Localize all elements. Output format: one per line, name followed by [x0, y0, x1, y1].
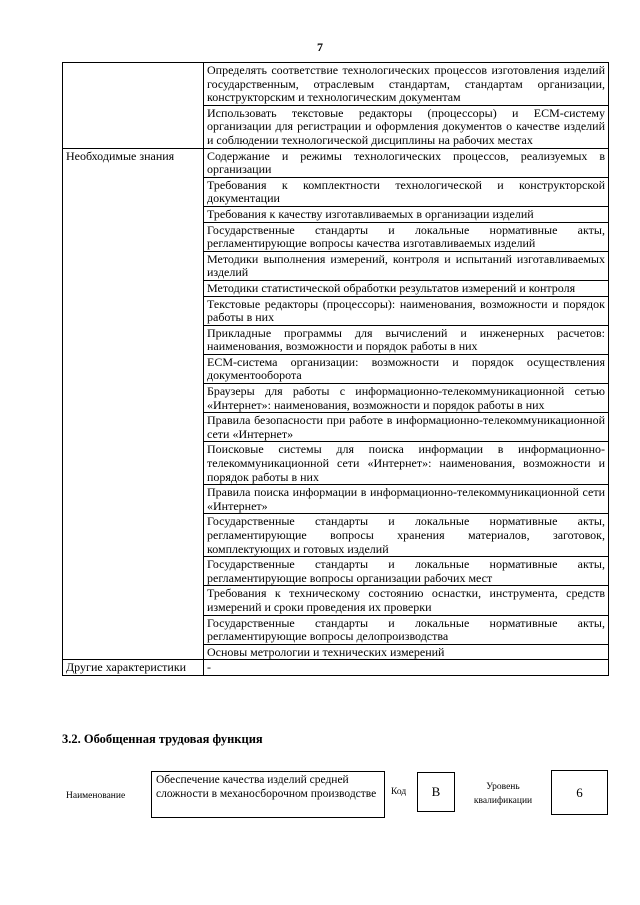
table-cell-right: Текстовые редакторы (процессоры): наименования, возможности и порядок работы в них — [204, 296, 609, 325]
page-number: 7 — [317, 40, 323, 54]
table-cell-right: Правила поиска информации в информационно-телекоммуникационной сети «Интернет» — [204, 485, 609, 514]
table-row — [63, 660, 609, 676]
table-cell-right: Методики выполнения измерений, контроля и испытаний изготавливаемых изделий — [204, 251, 609, 280]
table-row — [63, 148, 609, 177]
table-cell-right: Браузеры для работы с информационно-телекоммуникационной сетью «Интернет»: наименования, возможности и порядок работы в них — [204, 384, 609, 413]
table-cell-right: Требования к техническому состоянию оснастки, инструмента, средств измерений и сроки проведения их проверки — [204, 586, 609, 615]
qualification-level-label: Уровень квалификации — [473, 782, 533, 806]
table-cell-right: Требования к качеству изготавливаемых в организации изделий — [204, 206, 609, 222]
table-cell-right: Государственные стандарты и локальные нормативные акты, регламентирующие вопросы организации рабочих мест — [204, 557, 609, 586]
table-cell-right: Определять соответствие технологических процессов изготовления изделий государственным, отраслевым стандартам, стандартам организации, конструкторским и технологическим документам — [204, 63, 609, 106]
table-cell-right: Государственные стандарты и локальные нормативные акты, регламентирующие вопросы делопроизводства — [204, 615, 609, 644]
table-cell-right: Прикладные программы для вычислений и инженерных расчетов: наименования, возможности и порядок работы в них — [204, 325, 609, 354]
table-cell-right: - — [204, 660, 609, 676]
table-cell-left: Другие характеристики — [63, 660, 204, 676]
knowledge-table — [62, 62, 609, 676]
qualification-level-box: 6 — [551, 770, 608, 815]
table-cell-right: Поисковые системы для поиска информации в информационно-телекоммуникационной сети «Интернет»: наименования, возможности и порядок работы в них — [204, 442, 609, 485]
table-cell-right: Методики статистической обработки результатов измерений и контроля — [204, 280, 609, 296]
table-cell-right: Содержание и режимы технологических процессов, реализуемых в организации — [204, 148, 609, 177]
table-cell-left — [63, 63, 204, 149]
code-value-box: B — [417, 772, 455, 812]
table-cell-right: Основы метрологии и технических измерений — [204, 644, 609, 660]
name-label: Наименование — [66, 791, 126, 801]
table-cell-right: ЕСМ-система организации: возможности и порядок осуществления документооборота — [204, 354, 609, 383]
name-value-box: Обеспечение качества изделий средней сложности в механосборочном производстве — [151, 771, 385, 818]
table-cell-left: Необходимые знания — [63, 148, 204, 660]
table-row — [63, 63, 609, 106]
table-cell-right: Использовать текстовые редакторы (процессоры) и ЕСМ-систему организации для регистрации и оформления документов о качестве изделий и соблюдении технологической дисциплины на рабочих местах — [204, 105, 609, 148]
table-cell-right: Требования к комплектности технологической и конструкторской документации — [204, 177, 609, 206]
code-label: Код — [391, 787, 407, 797]
table-cell-right: Государственные стандарты и локальные нормативные акты, регламентирующие вопросы качества изготавливаемых изделий — [204, 222, 609, 251]
section-heading: 3.2. Обобщенная трудовая функция — [62, 732, 263, 746]
table-cell-right: Правила безопасности при работе в информационно-телекоммуникационной сети «Интернет» — [204, 413, 609, 442]
table-cell-right: Государственные стандарты и локальные нормативные акты, регламентирующие вопросы хранения материалов, заготовок, комплектующих и готовых изделий — [204, 514, 609, 557]
